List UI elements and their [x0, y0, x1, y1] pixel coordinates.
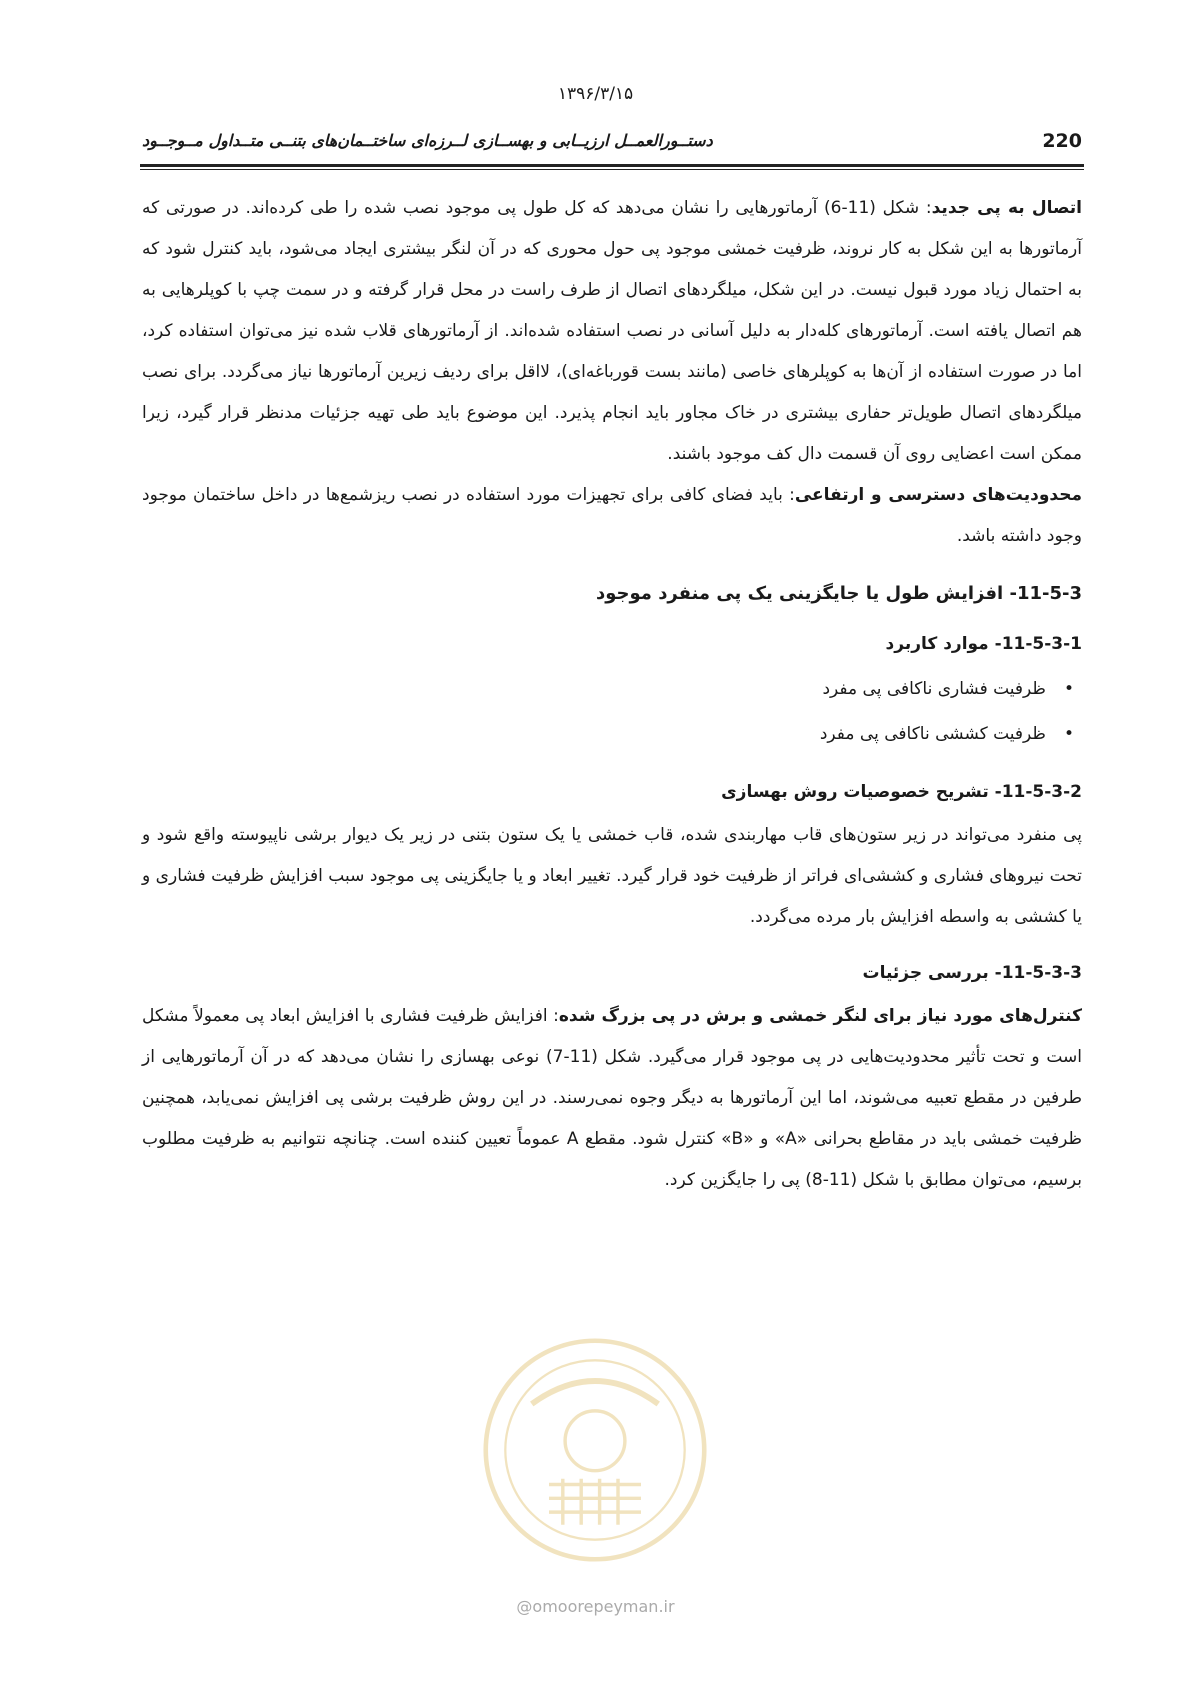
paragraph-new-foundation-connection: [142, 188, 1082, 475]
paragraph-lead: اتصال به پی جدید: [931, 198, 1082, 218]
paragraph-lead: کنترل‌های مورد نیاز برای لنگر خمشی و برش در پی بزرگ شده: [558, 1006, 1082, 1026]
paragraph-text: : باید فضای کافی برای تجهیزات مورد استفاده در نصب ریزشمع‌ها در داخل ساختمان موجود وجود داشته باشد.: [142, 485, 1082, 546]
running-title: دستــورالعمــل ارزیــابی و بهســازی لــرزه‌ای ساختــمان‌های بتنــی متــداول مــوجــود: [142, 131, 713, 150]
subsection-heading-details: 11-5-3-3- بررسی جزئیات: [862, 963, 1082, 983]
paragraph-lead: محدودیت‌های دسترسی و ارتفاعی: [794, 485, 1082, 505]
bullet-list: [142, 667, 1082, 757]
seal-watermark-icon: [480, 1335, 710, 1565]
section-heading: 11-5-3- افزایش طول یا جایگزینی یک پی منفرد موجود: [596, 583, 1082, 604]
watermark-site: @omoorepeyman.ir: [516, 1597, 675, 1616]
list-item: [142, 667, 1082, 712]
document-body: [142, 188, 1082, 1201]
list-item-text: ظرفیت کششی ناکافی پی مفرد: [819, 724, 1046, 744]
date-stamp: ۱۳۹۶/۳/۱۵: [557, 84, 634, 104]
page-header: [142, 128, 1082, 160]
subsection-heading-method: 11-5-3-2- تشریح خصوصیات روش بهسازی: [721, 782, 1082, 802]
subsection-heading-applications: 11-5-3-1- موارد کاربرد: [885, 634, 1082, 654]
list-item: [142, 712, 1082, 757]
paragraph-text: : شکل (11-6) آرماتورهایی را نشان می‌دهد که کل طول پی موجود نصب شده را طی کرده‌اند. در صورتی که آرماتورها به این شکل به کار نروند، ظرفیت خمشی موجود پی حول محوری که در آن لنگر بیشتری ایجاد می‌شود، باید کنترل شود که به احتمال زیاد مورد قبول نیست. در این شکل، میلگردهای اتصال از طرف راست در محل قرار گرفته و در سمت چپ با کوپلرهایی به هم اتصال یافته است. آرماتورهای کله‌دار به دلیل آسانی در نصب استفاده شده‌اند. از آرماتورهای قلاب شده نیز می‌توان استفاده کرد، اما در صورت استفاده از آن‌ها به کوپلرهای خاصی (مانند بست قورباغه‌ای)، لااقل برای ردیف زیرین آرماتورها نیاز می‌گردد. برای نصب میلگردهای اتصال طویل‌تر حفاری بیشتری در خاک مجاور باید انجام پذیرد. این موضوع باید طی تهیه جزئیات مدنظر قرار گیرد، زیرا ممکن است اعضایی روی آن قسمت دال کف موجود باشند.: [142, 198, 1082, 464]
bullet-icon: •: [1063, 724, 1074, 744]
paragraph-text: : افزایش ظرفیت فشاری با افزایش ابعاد پی معمولاً مشکل است و تحت تأثیر محدودیت‌هایی در پی موجود قرار می‌گیرد. شکل (11-7) نوعی بهسازی را نشان می‌دهد که در آن آرماتورهایی از طرفین در مقطع تعبیه می‌شوند، اما این آرماتورها به دیگر وجوه نمی‌رسند. در این روش ظرفیت برشی پی افزایش نمی‌یابد، همچنین ظرفیت خمشی باید در مقاطع بحرانی «A» و «B» کنترل شود. مقطع A عموماً تعیین کننده است. چنانچه نتوانیم به ظرفیت مطلوب برسیم، می‌توان مطابق با شکل (11-8) پی را جایگزین کرد.: [142, 1006, 1082, 1190]
list-item-text: ظرفیت فشاری ناکافی پی مفرد: [822, 679, 1046, 699]
header-rule-thin: [140, 169, 1084, 170]
bullet-icon: •: [1063, 679, 1074, 699]
header-rule-thick: [140, 164, 1084, 167]
paragraph-method-description: پی منفرد می‌تواند در زیر ستون‌های قاب مهاربندی شده، قاب خمشی یا یک ستون بتنی در زیر یک دیوار برشی ناپیوسته واقع شود و تحت نیروهای فشاری و کششی‌ای فراتر از ظرفیت خود قرار گیرد. تغییر ابعاد و یا جایگزینی پی موجود سبب افزایش ظرفیت فشاری و یا کششی به واسطه افزایش بار مرده می‌گردد.: [142, 825, 1082, 927]
paragraph-details: [142, 996, 1082, 1201]
paragraph-access-limits: [142, 475, 1082, 557]
page-number: 220: [1042, 130, 1082, 152]
